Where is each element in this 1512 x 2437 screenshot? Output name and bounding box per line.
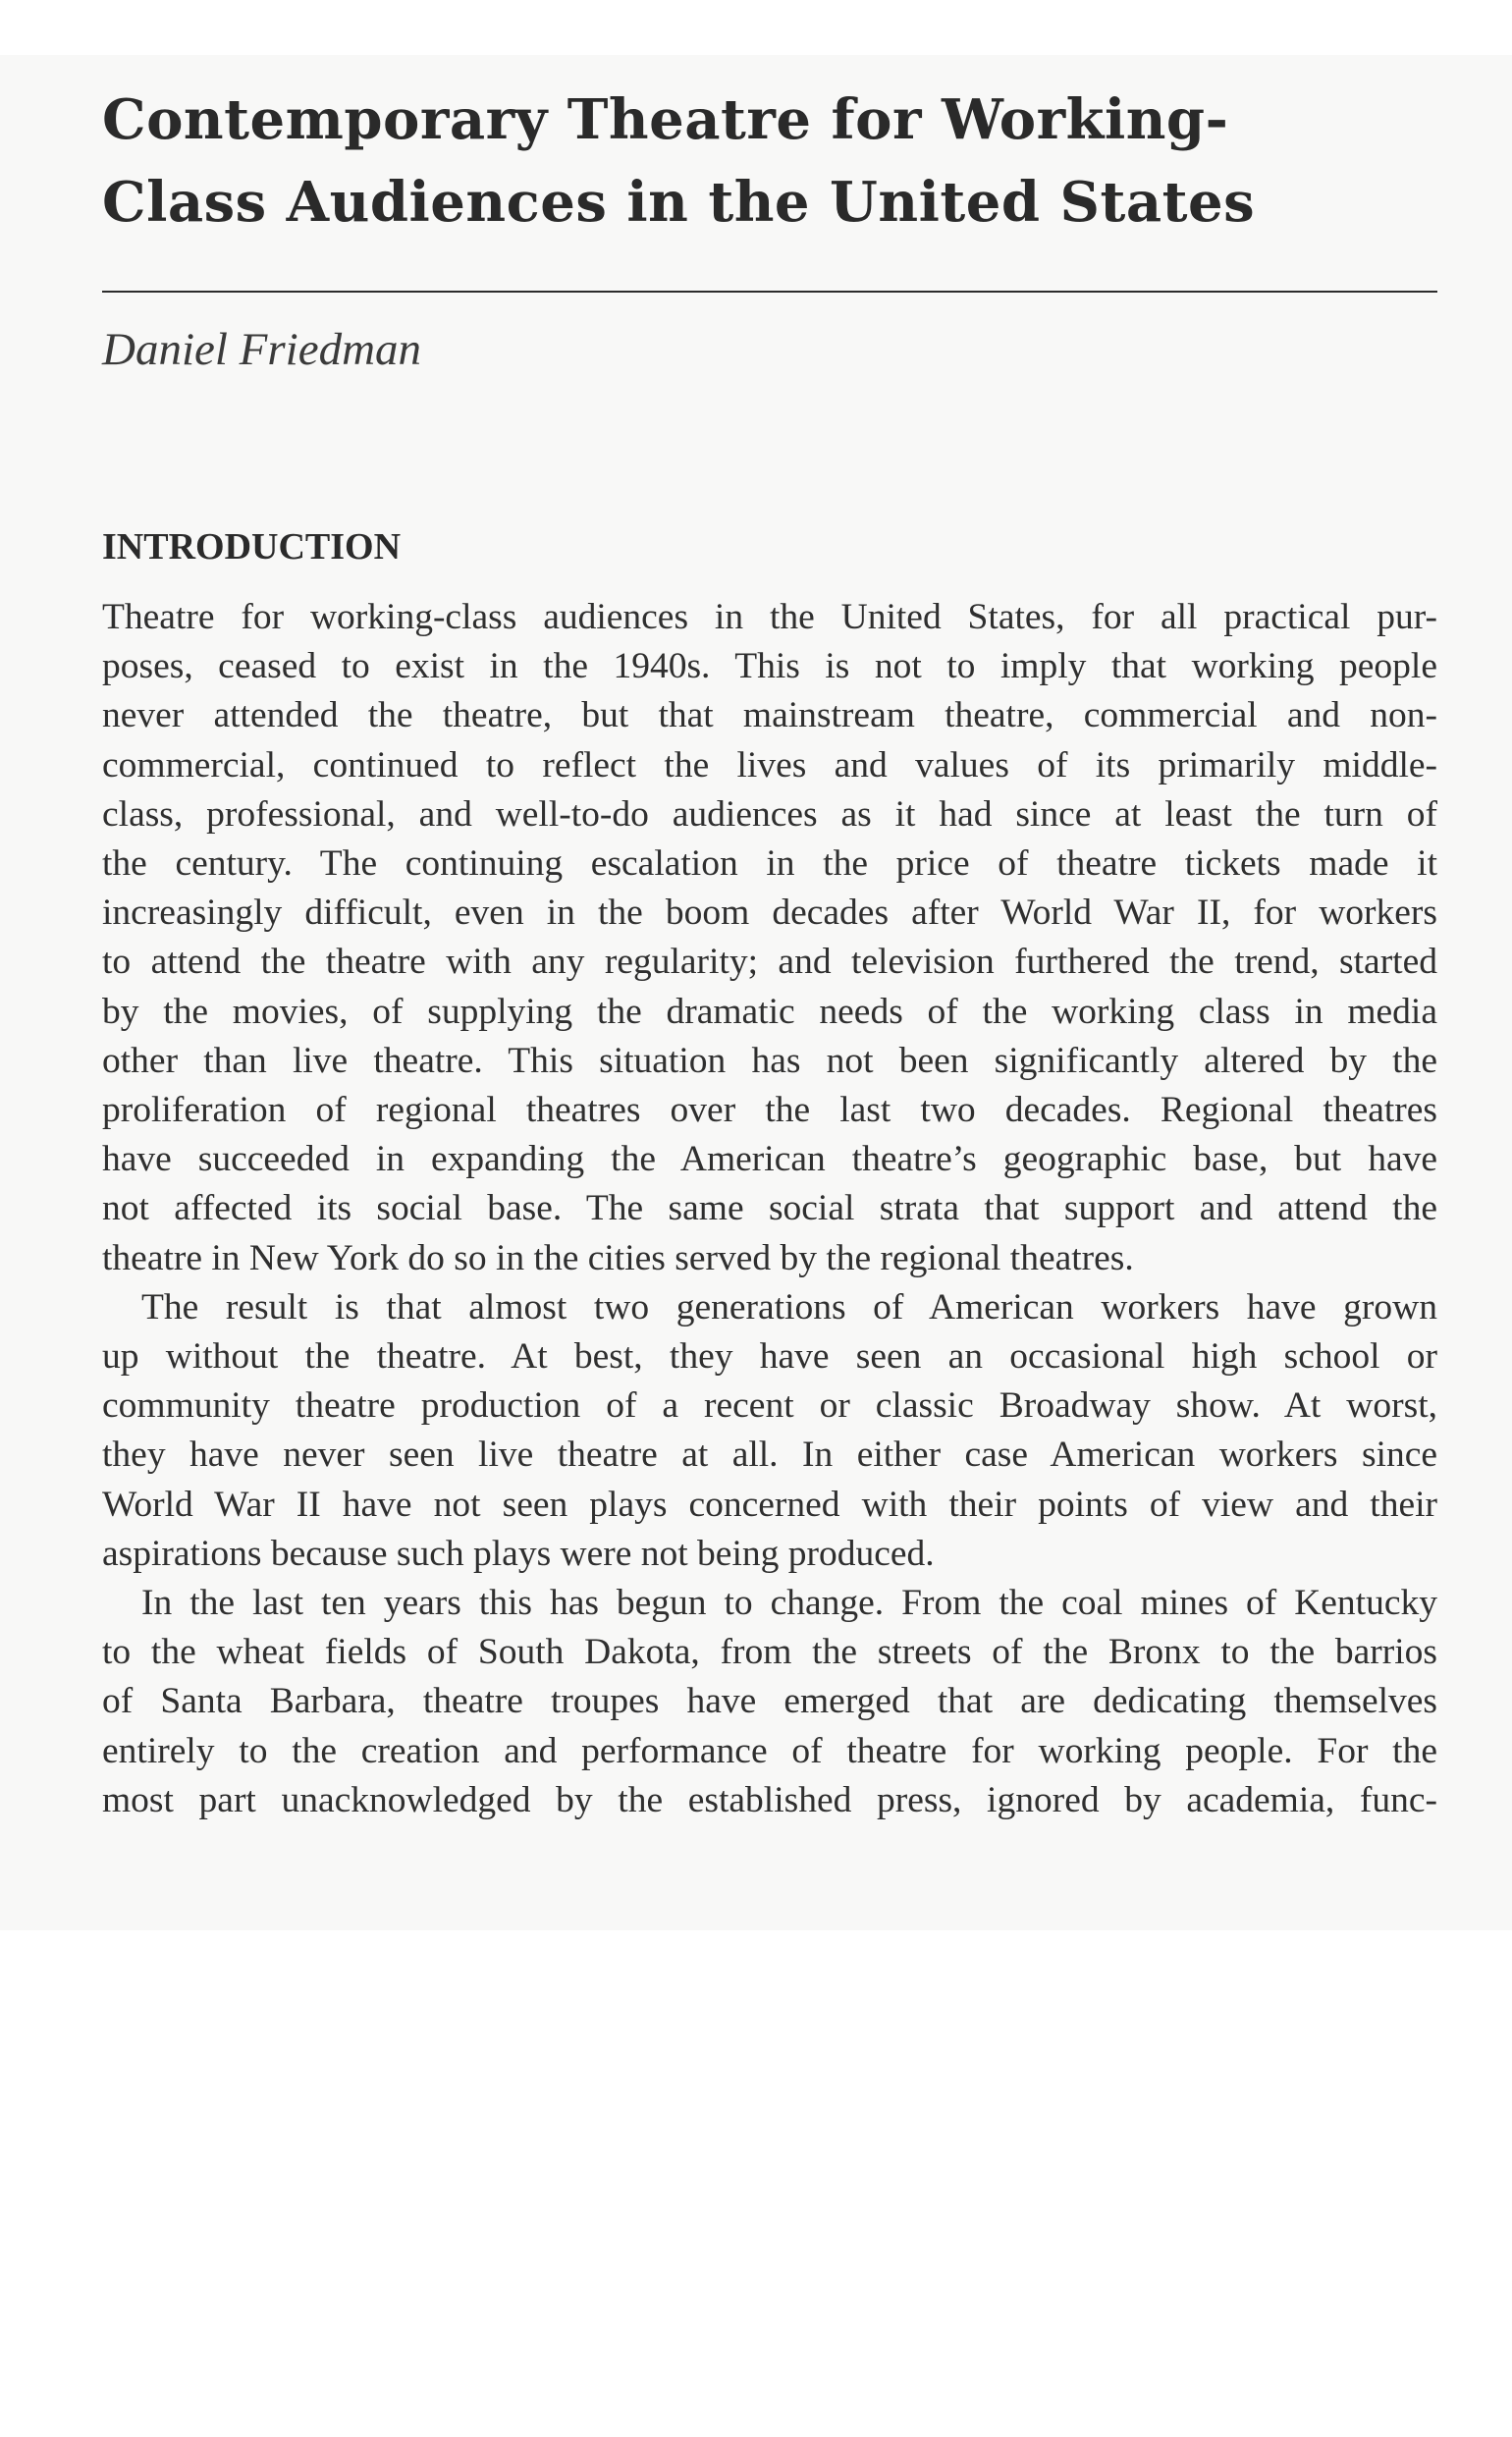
paragraph-3 <box>102 1579 1437 1825</box>
section-heading: INTRODUCTION <box>102 526 402 568</box>
text-line: by the movies, of supplying the dramatic needs of the working class in media <box>102 991 1437 1032</box>
text-line: to the wheat fields of South Dakota, from the streets of the Bronx to the barrios <box>102 1632 1437 1673</box>
text-line: Theatre for working-class audiences in the United States, for all practical pur- <box>102 597 1437 637</box>
text-line: most part unacknowledged by the established press, ignored by academia, func- <box>102 1779 1437 1820</box>
text-line: the century. The continuing escalation in the price of theatre tickets made it <box>102 843 1437 885</box>
text-line: have succeeded in expanding the American theatre’s geographic base, but have <box>102 1139 1437 1180</box>
article-title <box>102 79 1437 244</box>
text-line: not affected its social base. The same social strata that support and attend the <box>102 1188 1437 1229</box>
article-body <box>102 593 1437 1825</box>
paragraph-2 <box>102 1283 1437 1579</box>
author-name: Daniel Friedman <box>102 324 422 375</box>
text-line: of Santa Barbara, theatre troupes have emerged that are dedicating themselves <box>102 1681 1437 1722</box>
text-line: community theatre production of a recent or classic Broadway show. At worst, <box>102 1385 1437 1427</box>
text-line: In the last ten years this has begun to change. From the coal mines of Kentucky <box>141 1583 1437 1624</box>
text-line: class, professional, and well-to-do audiences as it had since at least the turn of <box>102 793 1437 835</box>
text-line: World War II have not seen plays concerned with their points of view and their <box>102 1484 1437 1525</box>
text-line: never attended the theatre, but that mainstream theatre, commercial and non- <box>102 695 1437 736</box>
text-line: they have never seen live theatre at all. In either case American workers since <box>102 1435 1437 1476</box>
text-line: commercial, continued to reflect the lives and values of its primarily middle- <box>102 744 1437 785</box>
text-line: up without the theatre. At best, they have seen an occasional high school or <box>102 1336 1437 1378</box>
text-line: increasingly difficult, even in the boom decades after World War II, for workers <box>102 893 1437 934</box>
text-line: to attend the theatre with any regularity; and television furthered the trend, started <box>102 942 1437 983</box>
text-line: poses, ceased to exist in the 1940s. This is not to imply that working people <box>102 646 1437 687</box>
title-divider <box>102 291 1437 293</box>
title-line: Class Audiences in the United States <box>102 170 1256 235</box>
title-line: Contemporary Theatre for Working- <box>102 87 1229 152</box>
article-page <box>102 79 1437 1825</box>
text-line: The result is that almost two generations of American workers have grown <box>141 1286 1437 1327</box>
text-line: theatre in New York do so in the cities served by the regional theatres. <box>102 1237 1134 1278</box>
text-line: entirely to the creation and performance of theatre for working people. For the <box>102 1730 1437 1771</box>
text-line: proliferation of regional theatres over the last two decades. Regional theatres <box>102 1090 1437 1131</box>
text-line: aspirations because such plays were not being produced. <box>102 1533 935 1574</box>
paragraph-1 <box>102 593 1437 1283</box>
text-line: other than live theatre. This situation has not been significantly altered by the <box>102 1040 1437 1081</box>
